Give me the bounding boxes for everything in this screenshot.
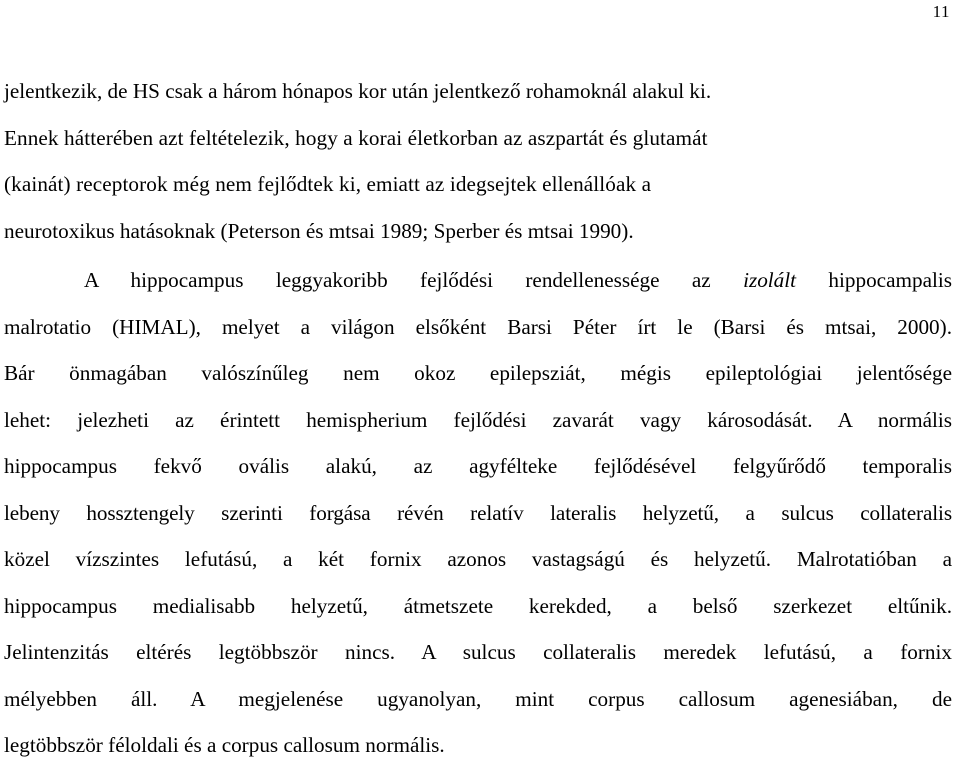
text-segment: A hippocampus leggyakoribb fejlődési rendellenessége az — [84, 268, 744, 292]
text-line: hippocampus fekvő ovális alakú, az agyfélteke fejlődésével felgyűrődő temporalis — [4, 454, 952, 478]
text-line: lebeny hossztengely szerinti forgása révén relatív lateralis helyzetű, a sulcus collateralis — [4, 500, 952, 525]
italic-term: izolált — [743, 268, 797, 292]
text-line: Ennek hátterében azt feltételezik, hogy a korai életkorban az aszpartát és glutamát — [4, 125, 708, 150]
text-line: közel vízszintes lefutású, a két fornix azonos vastagságú és helyzetű. Malrotatióban a — [4, 547, 952, 571]
text-line: jelentkezik, de HS csak a három hónapos kor után jelentkező rohamoknál alakul ki. — [4, 79, 712, 103]
text-line: Bár önmagában valószínűleg nem okoz epilepsziát, mégis epileptológiai jelentősége — [4, 361, 952, 385]
text-line: malrotatio (HIMAL), melyet a világon elsőként Barsi Péter írt le (Barsi és mtsai, 2000). — [4, 314, 952, 339]
text-line: Jelintenzitás eltérés legtöbbször nincs. A sulcus collateralis meredek lefutású, a fornix — [4, 640, 952, 664]
document-body — [4, 68, 952, 769]
text-line: lehet: jelezheti az érintett hemispherium fejlődési zavarát vagy károsodását. A normális — [4, 407, 952, 432]
text-segment: hippocampalis — [796, 268, 952, 292]
text-line: mélyebben áll. A megjelenése ugyanolyan, mint corpus callosum agenesiában, de — [4, 686, 952, 711]
text-line: (kainát) receptorok még nem fejlődtek ki, emiatt az idegsejtek ellenállóak a — [4, 172, 652, 196]
text-line: hippocampus medialisabb helyzetű, átmetszete kerekded, a belső szerkezet eltűnik. — [4, 593, 952, 618]
paragraph-2 — [4, 257, 952, 769]
text-line-last: legtöbbször féloldali és a corpus callosum normális. — [4, 733, 445, 757]
page-number: 11 — [932, 2, 950, 21]
text-line: neurotoxikus hatásoknak (Peterson és mtsai 1989; Sperber és mtsai 1990). — [4, 218, 634, 243]
text-line-first — [4, 257, 952, 304]
paragraph-1 — [4, 68, 952, 254]
